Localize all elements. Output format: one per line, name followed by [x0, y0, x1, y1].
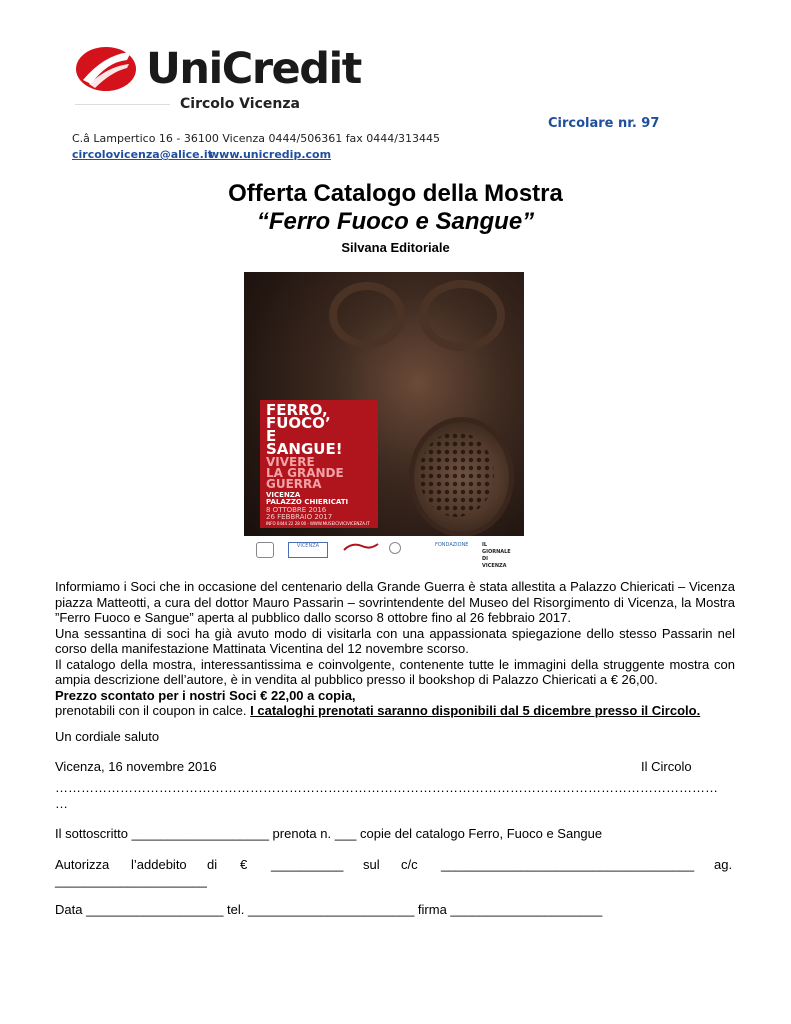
greeting: Un cordiale saluto	[55, 729, 160, 744]
cover-subtitle: VIVERE LA GRANDE GUERRA	[266, 455, 344, 491]
coupon-ag: ag.	[714, 857, 733, 872]
place-date: Vicenza, 16 novembre 2016	[55, 759, 217, 774]
cover-place: VICENZA PALAZZO CHIERICATI	[266, 491, 349, 506]
paragraph-catalog: Il catalogo della mostra, interessantissima e coinvolgente, contenente tutte le immagini della struggente mostra con ampia descrizione dell’autore, è in vendita al pubblico presso il bookshop di Palazzo Chiericati a € 26,00.	[55, 656, 735, 687]
cover-title: FERRO, FUOCO’ E SANGUE!	[266, 401, 343, 458]
gas-mask-filter-grid	[419, 432, 494, 517]
cut-line: ………………………………………………………………………………………………………………………………………	[55, 780, 718, 795]
catalog-cover-image	[244, 272, 524, 569]
sponsor-vicenza: VICENZA	[288, 542, 328, 558]
branch-field[interactable]: _____________________	[55, 873, 207, 888]
circolare-number: Circolare nr. 97	[548, 116, 660, 131]
reservation-line	[55, 703, 735, 719]
account-field[interactable]: ___________________________________	[441, 857, 695, 872]
coupon-cc: c/c	[401, 857, 418, 872]
cover-dates: 8 OTTOBRE 2016 26 FEBBRAIO 2017	[266, 506, 333, 521]
paragraph-visit: Una sessantina di soci ha già avuto modo di visitarla con una appassionata spiegazione dello stesso Passarin nel corso della manifestazione Mattinata Vicentina del 12 novembre scorso.	[55, 625, 735, 656]
coupon-euro: €	[240, 857, 248, 872]
coupon-sul: sul	[363, 857, 380, 872]
price-line: Prezzo scontato per i nostri Soci € 22,00 a copia,	[55, 687, 356, 703]
logo-wordmark: UniCredit	[146, 44, 361, 94]
coupon-subscriber-line[interactable]: Il sottoscritto ___________________ prenota n. ___ copie del catalogo Ferro, Fuoco e Sangue	[55, 826, 603, 841]
publisher-name: Silvana Editoriale	[341, 240, 450, 255]
cover-sponsor-strip	[244, 536, 524, 569]
signature: Il Circolo	[641, 759, 692, 774]
logo-subtitle: Circolo Vicenza	[180, 96, 300, 112]
cut-line-end: …	[55, 796, 68, 811]
coupon-di: di	[207, 857, 218, 872]
sponsor-crest-icon	[256, 542, 274, 558]
sponsor-fondazione: FONDAZIONE	[435, 542, 469, 548]
prenota-text: prenotabili con il coupon in calce.	[55, 703, 247, 718]
cover-title-panel	[260, 400, 378, 528]
coupon-data-line[interactable]: Data ___________________ tel. _______________________ firma _____________________	[55, 902, 603, 917]
unicredit-logo-icon	[75, 44, 137, 94]
email-link[interactable]: circolovicenza@alice.it	[72, 148, 213, 161]
address-line: C.â Lampertico 16 - 36100 Vicenza 0444/506361 fax 0444/313445	[72, 132, 441, 145]
website-link[interactable]: www.unicredip.com	[209, 148, 332, 161]
page-title: Offerta Catalogo della Mostra	[228, 180, 563, 207]
sponsor-teatro-icon	[342, 542, 380, 556]
gas-mask-eyepiece-right	[419, 280, 505, 351]
sponsor-giornale: IL GIORNALE DI VICENZA	[482, 542, 511, 569]
amount-field[interactable]: __________	[271, 857, 344, 872]
logo-divider	[75, 104, 170, 105]
availability-text: I cataloghi prenotati saranno disponibili dal 5 dicembre presso il Circolo.	[250, 703, 701, 718]
coupon-addebito: l’addebito	[131, 857, 187, 872]
sponsor-seal-icon	[389, 542, 401, 554]
paragraph-intro: Informiamo i Soci che in occasione del centenario della Grande Guerra è stata allestita a Palazzo Chiericati – Vicenza piazza Matteotti, a cura del dottor Mauro Passarin – sovrintendente del Museo del Risorgimento di Vicenza, la Mostra ”Ferro Fuoco e Sangue” aperta al pubblico dallo scorso 8 ottobre fino al 26 febbraio 2017.	[55, 579, 735, 625]
body-text	[55, 579, 735, 719]
coupon-autorizza: Autorizza	[55, 857, 110, 872]
cover-info: INFO 0444 22 28 00 · WWW.MUSEICIVICIVICENZA.IT	[266, 521, 370, 526]
exhibition-title: “Ferro Fuoco e Sangue”	[256, 208, 535, 235]
gas-mask-eyepiece-left	[329, 282, 405, 348]
